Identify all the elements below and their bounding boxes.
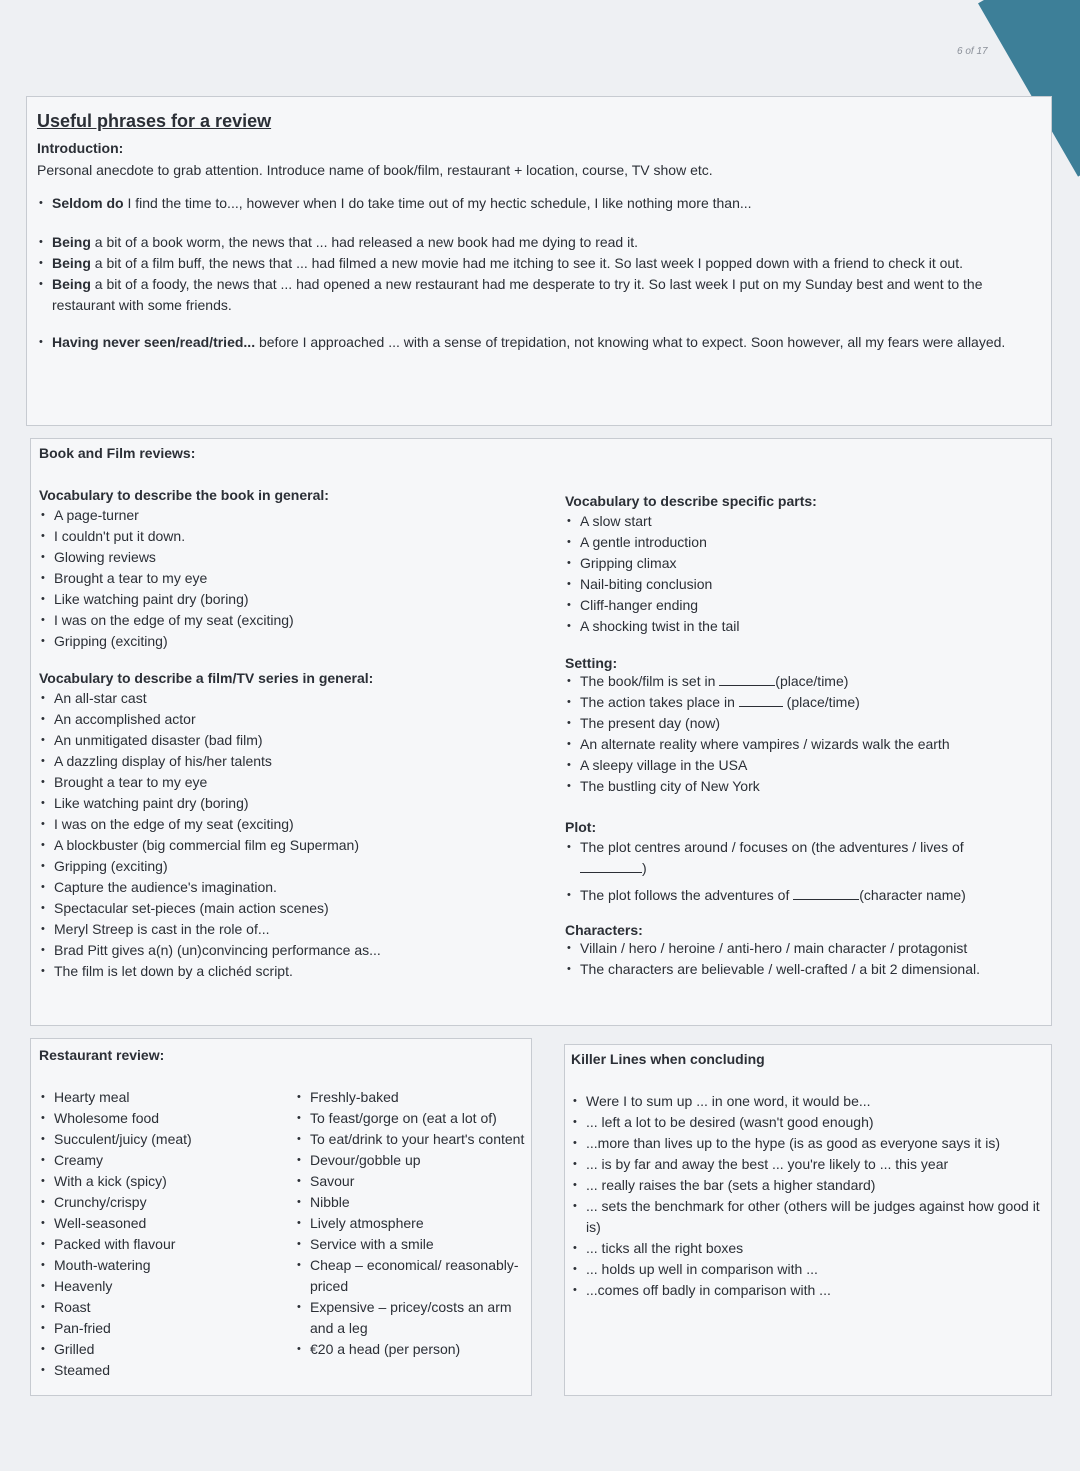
book-general-list <box>39 505 539 652</box>
book-film-title: Book and Film reviews: <box>39 445 196 461</box>
list-item: • Nibble <box>295 1192 525 1213</box>
book-general-heading: Vocabulary to describe the book in general: <box>39 487 329 503</box>
list-item: • Roast <box>39 1297 279 1318</box>
list-item: • ... holds up well in comparison with ... <box>571 1259 1045 1280</box>
intro-phrase-list <box>37 193 1041 353</box>
restaurant-col2 <box>295 1087 525 1360</box>
list-item: • Brad Pitt gives a(n) (un)convincing performance as... <box>39 940 539 961</box>
intro-text: Personal anecdote to grab attention. Introduce name of book/film, restaurant + location, course, TV show etc. <box>37 162 713 178</box>
list-item: • Gripping climax <box>565 553 1045 574</box>
intro-box <box>26 96 1052 426</box>
list-item: • Glowing reviews <box>39 547 539 568</box>
list-item: • A page-turner <box>39 505 539 526</box>
list-item: • The action takes place in (place/time) <box>565 692 1045 713</box>
list-item: • Mouth-watering <box>39 1255 279 1276</box>
list-item: • An all-star cast <box>39 688 539 709</box>
list-item: • The plot follows the adventures of (character name) <box>565 885 1045 906</box>
list-item: • The characters are believable / well-crafted / a bit 2 dimensional. <box>565 959 1045 980</box>
list-item: • A shocking twist in the tail <box>565 616 1045 637</box>
plot-heading: Plot: <box>565 819 597 835</box>
list-item: • Succulent/juicy (meat) <box>39 1129 279 1150</box>
page-number: 6 of 17 <box>957 46 988 57</box>
list-item: • Seldom do I find the time to..., however when I do take time out of my hectic schedule, I like nothing more than... <box>37 193 1041 214</box>
killer-lines-box <box>564 1044 1052 1396</box>
list-item: • I was on the edge of my seat (exciting) <box>39 610 539 631</box>
book-film-right-column <box>565 493 1045 980</box>
list-item: • To eat/drink to your heart's content <box>295 1129 525 1150</box>
page-title: Useful phrases for a review <box>37 111 272 131</box>
list-item: • Gripping (exciting) <box>39 631 539 652</box>
list-item: • Lively atmosphere <box>295 1213 525 1234</box>
list-item: • Spectacular set-pieces (main action scenes) <box>39 898 539 919</box>
killer-lines-title: Killer Lines when concluding <box>571 1051 765 1067</box>
list-item: • ... is by far and away the best ... you're likely to ... this year <box>571 1154 1045 1175</box>
list-item: • Devour/gobble up <box>295 1150 525 1171</box>
list-item: • Steamed <box>39 1360 279 1381</box>
blank-line <box>793 887 859 900</box>
list-item: • Hearty meal <box>39 1087 279 1108</box>
list-item: • Cliff-hanger ending <box>565 595 1045 616</box>
list-item: • Cheap – economical/ reasonably-priced <box>295 1255 525 1297</box>
specific-parts-list <box>565 511 1045 637</box>
book-film-box <box>30 438 1052 1026</box>
intro-label: Introduction: <box>37 140 124 156</box>
list-item: • ...more than lives up to the hype (is as good as everyone says it is) <box>571 1133 1045 1154</box>
list-item: • ... sets the benchmark for other (others will be judges against how good it is) <box>571 1196 1045 1238</box>
list-item: • The present day (now) <box>565 713 1045 734</box>
list-item: • Being a bit of a book worm, the news that ... had released a new book had me dying to read it. <box>37 232 1041 253</box>
list-item: • Heavenly <box>39 1276 279 1297</box>
list-item: • I couldn't put it down. <box>39 526 539 547</box>
list-item: • Grilled <box>39 1339 279 1360</box>
list-item: • Like watching paint dry (boring) <box>39 589 539 610</box>
list-item: • I was on the edge of my seat (exciting) <box>39 814 539 835</box>
list-item: • Freshly-baked <box>295 1087 525 1108</box>
specific-parts-heading: Vocabulary to describe specific parts: <box>565 493 817 509</box>
list-item: • Like watching paint dry (boring) <box>39 793 539 814</box>
blank-line <box>580 860 642 873</box>
list-item: • Having never seen/read/tried... before I approached ... with a sense of trepidation, not knowing what to expect. Soon however, all my fears were allayed. <box>37 332 1041 353</box>
list-item: • Were I to sum up ... in one word, it would be... <box>571 1091 1045 1112</box>
list-item: • Meryl Streep is cast in the role of... <box>39 919 539 940</box>
list-item: • The plot centres around / focuses on (the adventures / lives of ) <box>565 837 1045 879</box>
killer-lines-list <box>571 1091 1045 1301</box>
list-item: • An alternate reality where vampires / wizards walk the earth <box>565 734 1045 755</box>
list-item: • A dazzling display of his/her talents <box>39 751 539 772</box>
list-item: • Gripping (exciting) <box>39 856 539 877</box>
list-item: • With a kick (spicy) <box>39 1171 279 1192</box>
book-film-left-column <box>39 487 539 982</box>
list-item: • Expensive – pricey/costs an arm and a leg <box>295 1297 525 1339</box>
list-item: • Brought a tear to my eye <box>39 772 539 793</box>
list-item: • A gentle introduction <box>565 532 1045 553</box>
film-general-heading: Vocabulary to describe a film/TV series in general: <box>39 670 374 686</box>
list-item: • An accomplished actor <box>39 709 539 730</box>
list-item: • The bustling city of New York <box>565 776 1045 797</box>
list-item: • Pan-fried <box>39 1318 279 1339</box>
setting-heading: Setting: <box>565 655 618 671</box>
setting-list <box>565 671 1045 797</box>
list-item: • Savour <box>295 1171 525 1192</box>
list-item: • The film is let down by a clichéd script. <box>39 961 539 982</box>
blank-line <box>739 694 783 707</box>
list-item: • A slow start <box>565 511 1045 532</box>
blank-line <box>719 673 775 686</box>
list-item: • Wholesome food <box>39 1108 279 1129</box>
film-general-list <box>39 688 539 982</box>
list-item: • Nail-biting conclusion <box>565 574 1045 595</box>
list-item: • Crunchy/crispy <box>39 1192 279 1213</box>
restaurant-box <box>30 1038 532 1396</box>
list-item: • ... really raises the bar (sets a higher standard) <box>571 1175 1045 1196</box>
plot-list <box>565 837 1045 906</box>
list-item: • Creamy <box>39 1150 279 1171</box>
list-item: • The book/film is set in (place/time) <box>565 671 1045 692</box>
restaurant-col1 <box>39 1087 279 1381</box>
list-item: • €20 a head (per person) <box>295 1339 525 1360</box>
list-item: • Brought a tear to my eye <box>39 568 539 589</box>
characters-heading: Characters: <box>565 922 643 938</box>
characters-list <box>565 938 1045 980</box>
list-item: • Being a bit of a film buff, the news that ... had filmed a new movie had me itching to see it. So last week I popped down with a friend to check it out. <box>37 253 1041 274</box>
list-item: • A sleepy village in the USA <box>565 755 1045 776</box>
list-item: • To feast/gorge on (eat a lot of) <box>295 1108 525 1129</box>
list-item: • ... ticks all the right boxes <box>571 1238 1045 1259</box>
list-item: • Being a bit of a foody, the news that ... had opened a new restaurant had me desperate to try it. So last week I put on my Sunday best and went to the restaurant with some friends. <box>37 274 1041 316</box>
list-item: • Villain / hero / heroine / anti-hero / main character / protagonist <box>565 938 1045 959</box>
list-item: • ... left a lot to be desired (wasn't good enough) <box>571 1112 1045 1133</box>
list-item: • Capture the audience's imagination. <box>39 877 539 898</box>
restaurant-title: Restaurant review: <box>39 1047 165 1063</box>
list-item: • A blockbuster (big commercial film eg Superman) <box>39 835 539 856</box>
list-item: • An unmitigated disaster (bad film) <box>39 730 539 751</box>
list-item: • ...comes off badly in comparison with ... <box>571 1280 1045 1301</box>
list-item: • Service with a smile <box>295 1234 525 1255</box>
list-item: • Well-seasoned <box>39 1213 279 1234</box>
list-item: • Packed with flavour <box>39 1234 279 1255</box>
